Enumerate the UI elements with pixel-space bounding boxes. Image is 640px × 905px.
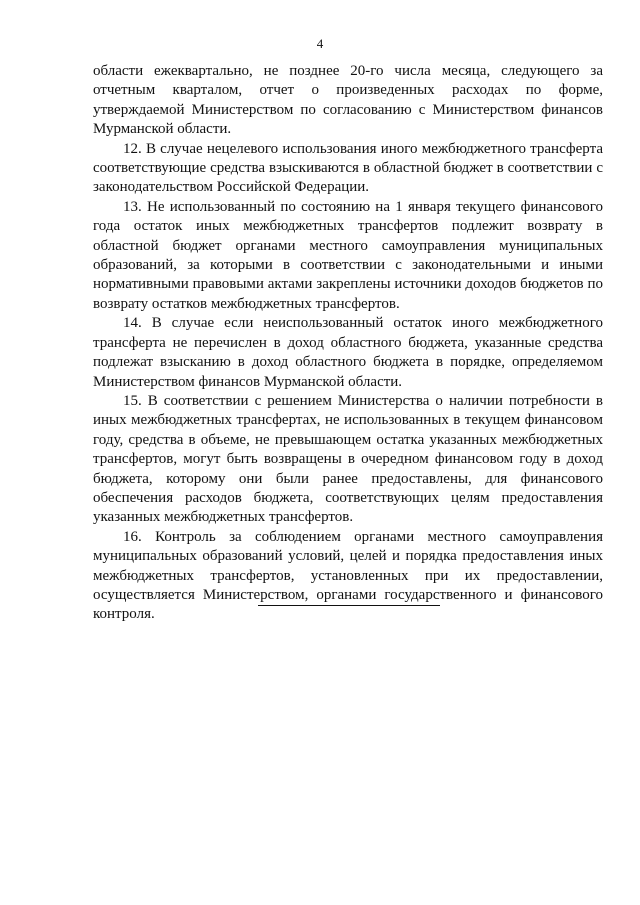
paragraph-14: 14. В случае если неиспользованный остаток иного межбюджетного трансферта не перечислен в доход областного бюджета, указанные средства подлежат взысканию в доход областного бюджета в порядке, определяемом Министерством финансов Мурманской области.: [93, 315, 603, 390]
paragraph-12: 12. В случае нецелевого использования иного межбюджетного трансферта соответствующие средства взыскиваются в областной бюджет в соответствии с законодательством Российской Федерации.: [93, 140, 603, 196]
page-number: 4: [316, 36, 324, 51]
paragraph-16: 16. Контроль за соблюдением органами местного самоуправления муниципальных образований условий, целей и порядка предоставления иных межбюджетных трансфертов, установленных при их предоставлении, осуществляется Министерством, органами государственного и финансового контроля.: [93, 528, 603, 623]
closing-rule: [258, 605, 440, 606]
document-body: [93, 62, 603, 625]
paragraph-15: 15. В соответствии с решением Министерства о наличии потребности в иных межбюджетных трансфертах, не использованных в текущем финансовом году, средства в объеме, не превышающем остатка указанных межбюджетных трансфертов, могут быть возвращены в очередном финансовом году в доход бюджета, которому они были ранее предоставлены, для финансового обеспечения расходов бюджета, соответствующих целям предоставления указанных межбюджетных трансфертов.: [93, 392, 603, 526]
paragraph-13: 13. Не использованный по состоянию на 1 января текущего финансового года остаток иных межбюджетных трансфертов подлежит возврату в областной бюджет органами местного самоуправления муниципальных образований, за которыми в соответствии с законодательными и иными нормативными правовыми актами закреплены источники доходов бюджетов по возврату остатков межбюджетных трансфертов.: [93, 198, 603, 312]
paragraph-continuation: области ежеквартально, не позднее 20-го числа месяца, следующего за отчетным кварталом, отчет о произведенных расходах по форме, утверждаемой Министерством по согласованию с Министерством финансов Мурманской области.: [93, 63, 603, 138]
